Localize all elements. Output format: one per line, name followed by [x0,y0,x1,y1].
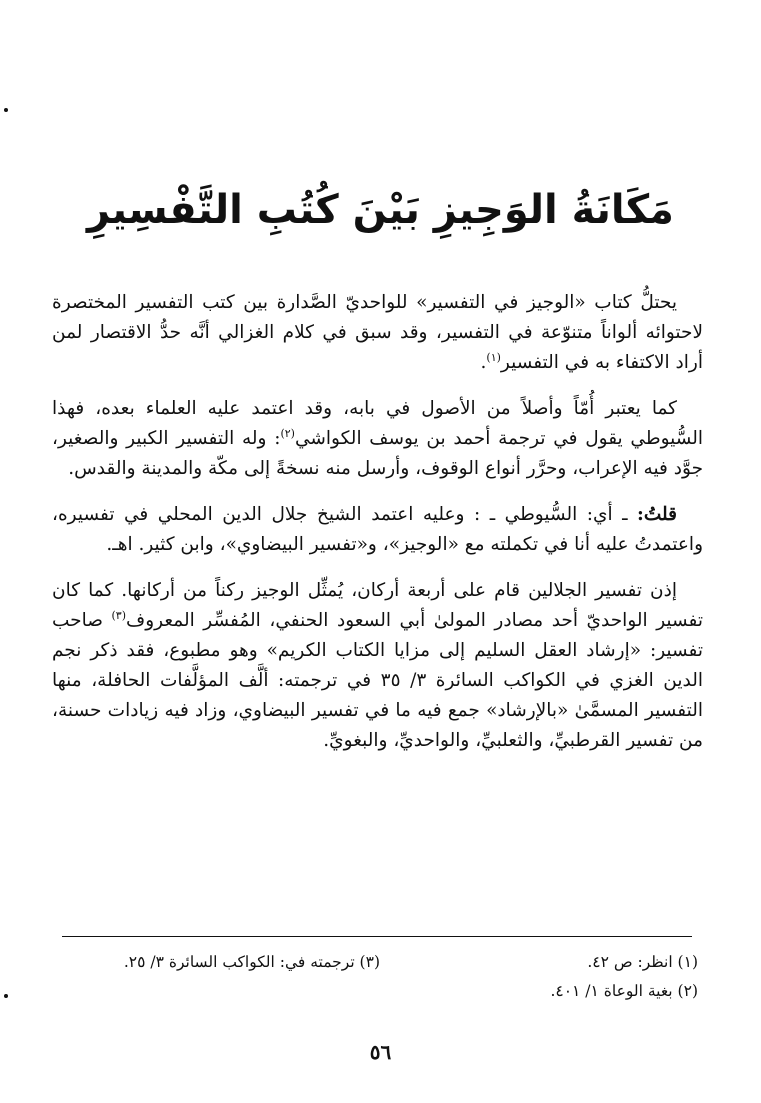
chapter-title: مَكَانَةُ الوَجِيزِ بَيْنَ كُتُبِ التَّفْسِيرِ [87,187,674,233]
footnotes [62,948,698,1006]
page-number: ٥٦ [369,1040,392,1064]
paragraph-3-lead: قلتُ: [637,504,677,525]
left-margin-mark-top [4,108,8,112]
paragraph-2-end: : وله التفسير الكبير والصغير، جوَّد فيه الإعراب، وحرَّر أنواع الوقوف، وأرسل منه نسخةً إلى مكّة والمدينة والقدس. [52,428,703,479]
paragraph-2 [52,394,703,484]
footnote-row-1 [62,948,698,977]
footnote-divider [62,936,692,937]
paragraph-3-text: ـ أي: السُّيوطي ـ : وعليه اعتمد الشيخ جلال الدين المحلي في تفسيره، واعتمدتُ عليه أنا في تكملته مع «الوجيز»، و«تفسير البيضاوي»، وابن كثير. اهـ. [52,504,703,555]
footnote-2: (٢) بغية الوعاة ١/ ٤٠١. [550,982,698,1000]
footnote-ref-1[interactable]: (١) [486,350,501,364]
body-text [52,288,703,772]
footnote-ref-2[interactable]: (٢) [280,426,295,440]
paragraph-1-text: يحتلُّ كتاب «الوجيز في التفسير» للواحديّ الصَّدارة بين كتب التفسير المختصرة لاحتوائه ألواناً متنوّعة في التفسير، وقد سبق في كلام الغزالي أنَّه حدُّ الاقتصار لمن أراد الاكتفاء به في التفسير [52,292,703,373]
paragraph-4-end: صاحب تفسير: «إرشاد العقل السليم إلى مزايا الكتاب الكريم» وهو مطبوع، فقد ذكر نجم الدين الغزي في الكواكب السائرة ٣/ ٣٥ في ترجمته: ألَّف المؤلَّفات الحافلة، منها التفسير المسمَّىٰ «بالإرشاد» جمع فيه ما في تفسير البيضاوي، وزاد فيه زيادات حسنة، من تفسير القرطبيِّ، والثعلبيِّ، والواحديِّ، والبغويِّ. [52,610,703,751]
paragraph-3 [52,500,703,560]
paragraph-4-text: إذن تفسير الجلالين قام على أربعة أركان، يُمثِّل الوجيز ركناً من أركانها. كما كان تفسير الواحديّ أحد مصادر المولىٰ أبي السعود الحنفي، المُفسِّر المعروف [52,580,703,631]
footnote-1: (١) انظر: ص ٤٢. [587,953,698,971]
footnote-3: (٣) ترجمته في: الكواكب السائرة ٣/ ٢٥. [123,953,380,971]
footnote-row-2 [62,977,698,1006]
footnote-ref-3[interactable]: (٣) [111,608,127,622]
left-margin-mark-bottom [4,994,8,998]
paragraph-1 [52,288,703,378]
paragraph-4 [52,576,703,756]
paragraph-2-text: كما يعتبر أُمّاً وأصلاً من الأصول في بابه، وقد اعتمد عليه العلماء بعده، فهذا السُّيوطي يقول في ترجمة أحمد بن يوسف الكواشي [52,398,703,449]
paragraph-1-end: . [480,352,487,373]
